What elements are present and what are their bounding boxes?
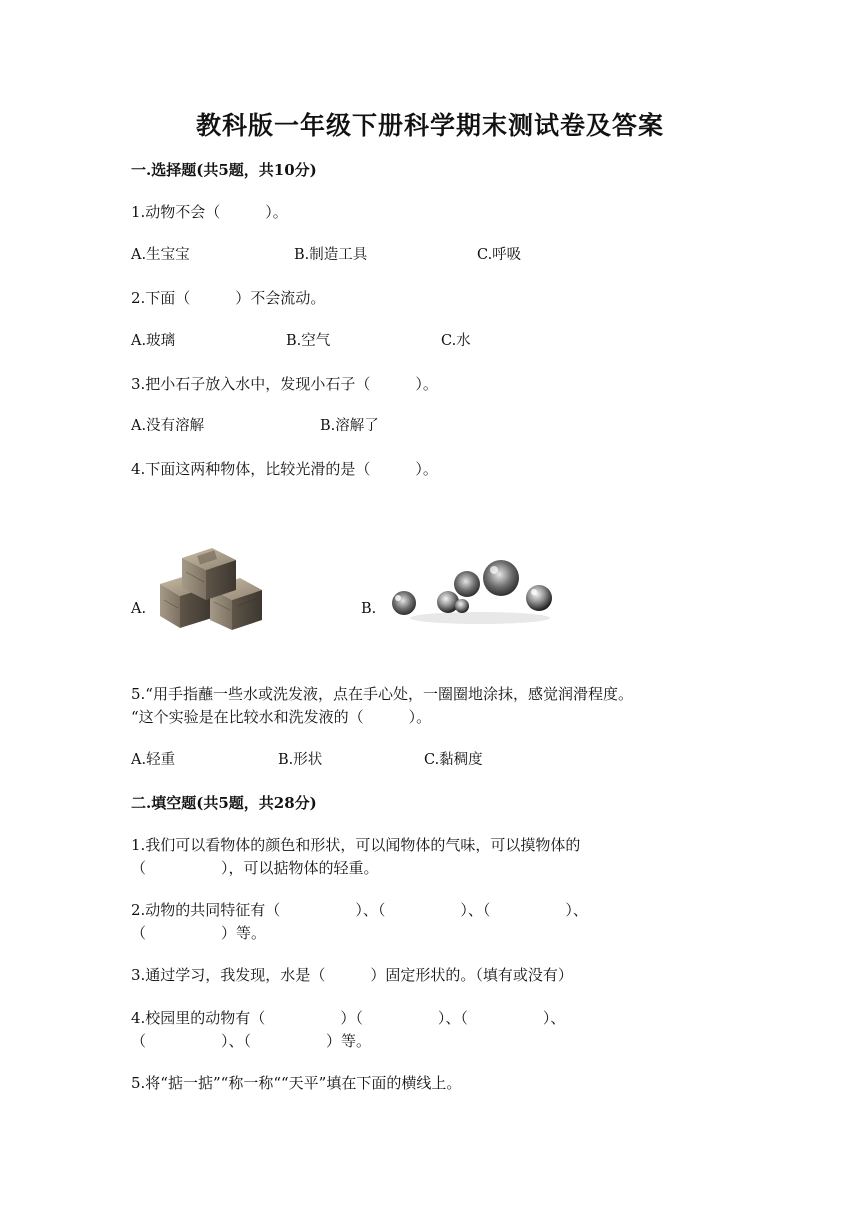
fill-question-3: 3.通过学习，我发现，水是（ ）固定形状的。（填有或没有） [131,966,573,984]
fill-question-4-line2: （ ）、（ ）等。 [131,1032,372,1050]
fill-question-2-line1: 2.动物的共同特征有（ ）、（ ）、（ ）、 [131,901,588,919]
question-5-stem-line2: “这个实验是在比较水和洗发液的（ ）。 [131,708,432,726]
question-1-option-b: B.制造工具 [294,247,368,263]
question-4-option-a-label: A. [131,601,147,617]
question-3-option-a: A.没有溶解 [131,418,205,434]
question-1-stem: 1.动物不会（ ）。 [131,203,288,221]
section-heading-fill-blank: 二.填空题(共5题，共28分) [131,794,317,812]
fill-question-4-line1: 4.校园里的动物有（ ）（ ）、（ ）、 [131,1009,566,1027]
question-2-stem: 2.下面（ ）不会流动。 [131,289,326,307]
section-heading-choice: 一.选择题(共5题，共10分) [131,161,317,179]
question-5-stem-line1: 5.“用手指蘸一些水或洗发液，点在手心处，一圈圈地涂抹，感觉润滑程度。 [131,685,633,703]
question-2-option-c: C.水 [441,333,471,349]
fill-question-5: 5.将“掂一掂”“称一称““天平”填在下面的横线上。 [131,1074,462,1092]
question-2-option-b: B.空气 [286,333,331,349]
question-1-option-a: A.生宝宝 [131,247,190,263]
question-4-stem: 4.下面这两种物体，比较光滑的是（ ）。 [131,460,438,478]
question-1-option-c: C.呼吸 [477,247,522,263]
fill-question-1-line1: 1.我们可以看物体的颜色和形状，可以闻物体的气味，可以摸物体的 [131,836,581,854]
fill-question-2-line2: （ ）等。 [131,924,267,942]
question-3-option-b: B.溶解了 [320,418,379,434]
question-2-option-a: A.玻璃 [131,333,176,349]
question-4-option-b-label: B. [361,601,377,617]
question-5-option-a: A.轻重 [131,752,176,768]
question-5-option-b: B.形状 [278,752,323,768]
fill-question-1-line2: （ ），可以掂物体的轻重。 [131,859,379,877]
page-title: 教科版一年级下册科学期末测试卷及答案 [195,111,664,140]
question-5-option-c: C.黏稠度 [424,752,483,768]
wooden-blocks-image [152,544,268,634]
question-3-stem: 3.把小石子放入水中，发现小石子（ ）。 [131,375,438,393]
glass-marbles-image [384,548,556,628]
